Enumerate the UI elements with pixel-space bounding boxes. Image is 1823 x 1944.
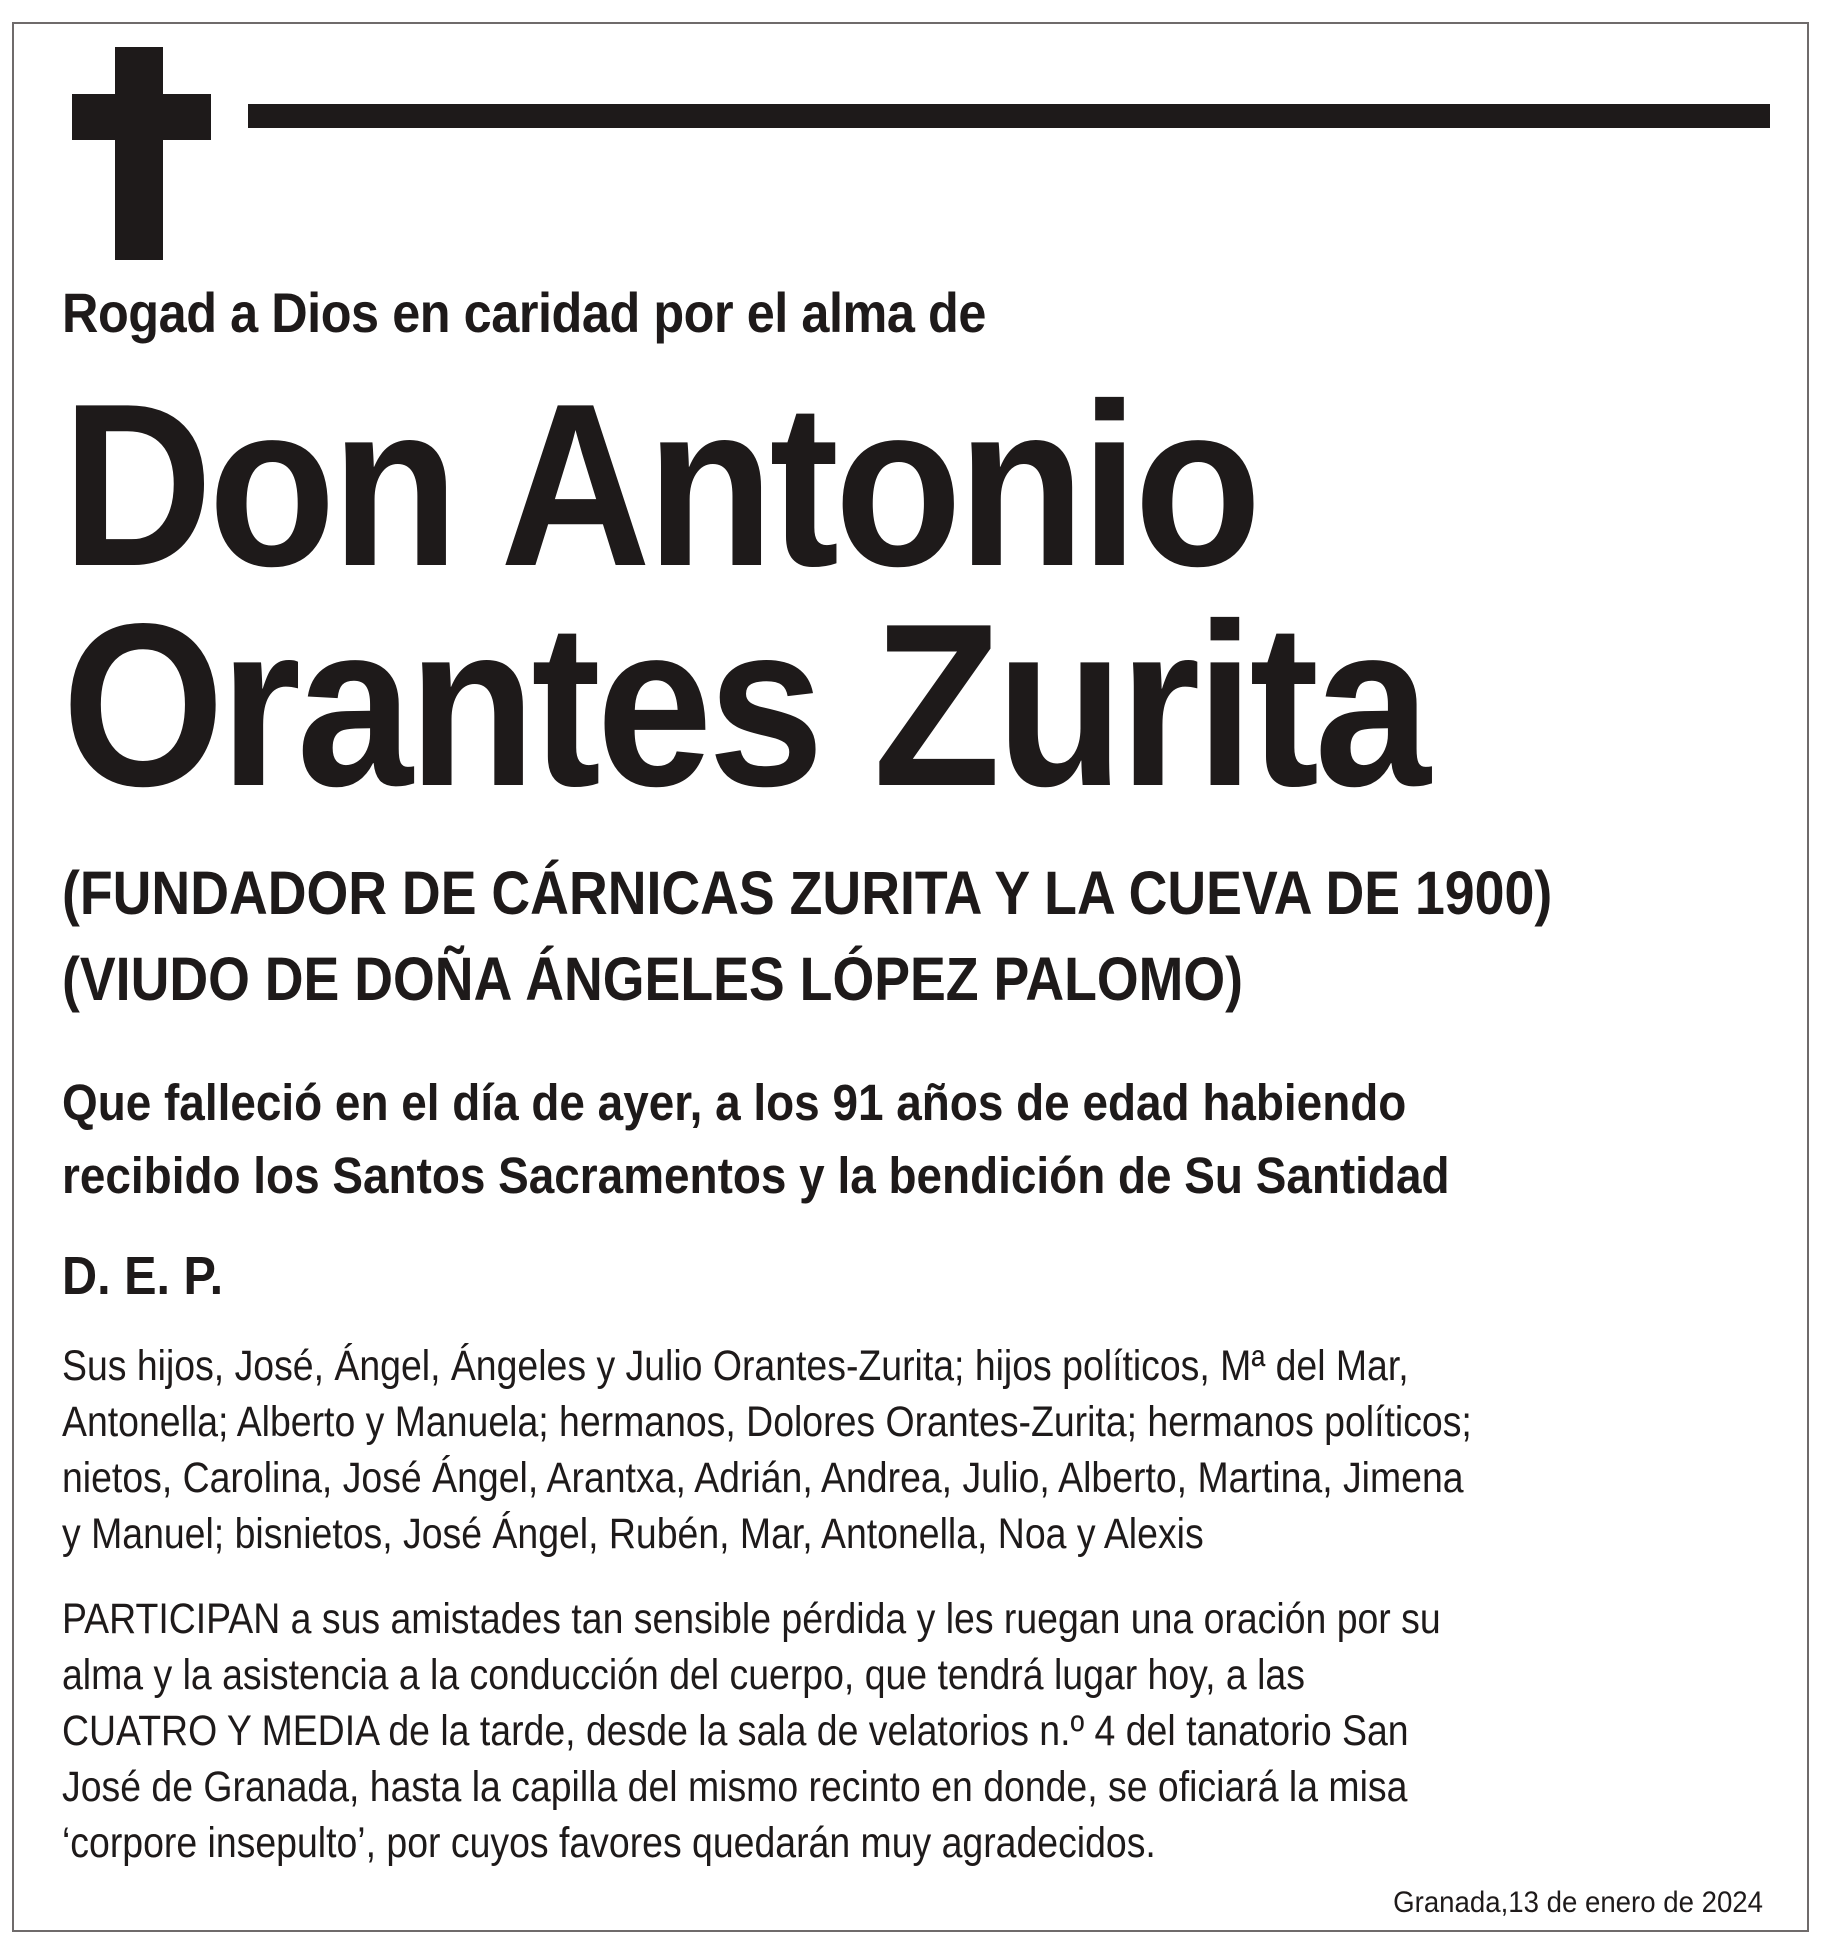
participan-line: José de Granada, hasta la capilla del mismo recinto en donde, se oficiará la misa — [62, 1763, 1408, 1811]
header-rule — [248, 104, 1770, 128]
cross-vertical-bar — [115, 47, 163, 260]
rogad-line: Rogad a Dios en caridad por el alma de — [62, 281, 986, 344]
dep-abbreviation: D. E. P. — [62, 1246, 224, 1306]
participan-paragraph — [62, 1591, 1441, 1871]
family-line: y Manuel; bisnietos, José Ángel, Rubén, Mar, Antonella, Noa y Alexis — [62, 1510, 1204, 1558]
deceased-name-line2: Orantes Zurita — [62, 576, 1427, 835]
founder-note: (FUNDADOR DE CÁRNICAS ZURITA Y LA CUEVA DE 1900) — [62, 859, 1553, 927]
family-line: nietos, Carolina, José Ángel, Arantxa, Adrián, Andrea, Julio, Alberto, Martina, Jimena — [62, 1454, 1464, 1502]
cross-horizontal-bar — [72, 94, 211, 140]
widower-note: (VIUDO DE DOÑA ÁNGELES LÓPEZ PALOMO) — [62, 945, 1243, 1013]
family-paragraph — [62, 1338, 1472, 1562]
place-date-footer: Granada,13 de enero de 2024 — [1393, 1886, 1763, 1919]
participan-line: PARTICIPAN a sus amistades tan sensible pérdida y les ruegan una oración por su — [62, 1595, 1441, 1643]
death-notice-line1: Que falleció en el día de ayer, a los 91 años de edad habiendo — [62, 1074, 1407, 1131]
death-notice-line2: recibido los Santos Sacramentos y la bendición de Su Santidad — [62, 1147, 1450, 1204]
participan-line: ‘corpore insepulto’, por cuyos favores quedarán muy agradecidos. — [62, 1819, 1156, 1867]
family-line: Sus hijos, José, Ángel, Ángeles y Julio Orantes-Zurita; hijos políticos, Mª del Mar, — [62, 1342, 1409, 1390]
participan-line: alma y la asistencia a la conducción del cuerpo, que tendrá lugar hoy, a las — [62, 1651, 1305, 1699]
family-line: Antonella; Alberto y Manuela; hermanos, Dolores Orantes-Zurita; hermanos políticos; — [62, 1398, 1472, 1446]
participan-line: CUATRO Y MEDIA de la tarde, desde la sala de velatorios n.º 4 del tanatorio San — [62, 1707, 1409, 1755]
deceased-name-line1: Don Antonio — [62, 356, 1258, 615]
